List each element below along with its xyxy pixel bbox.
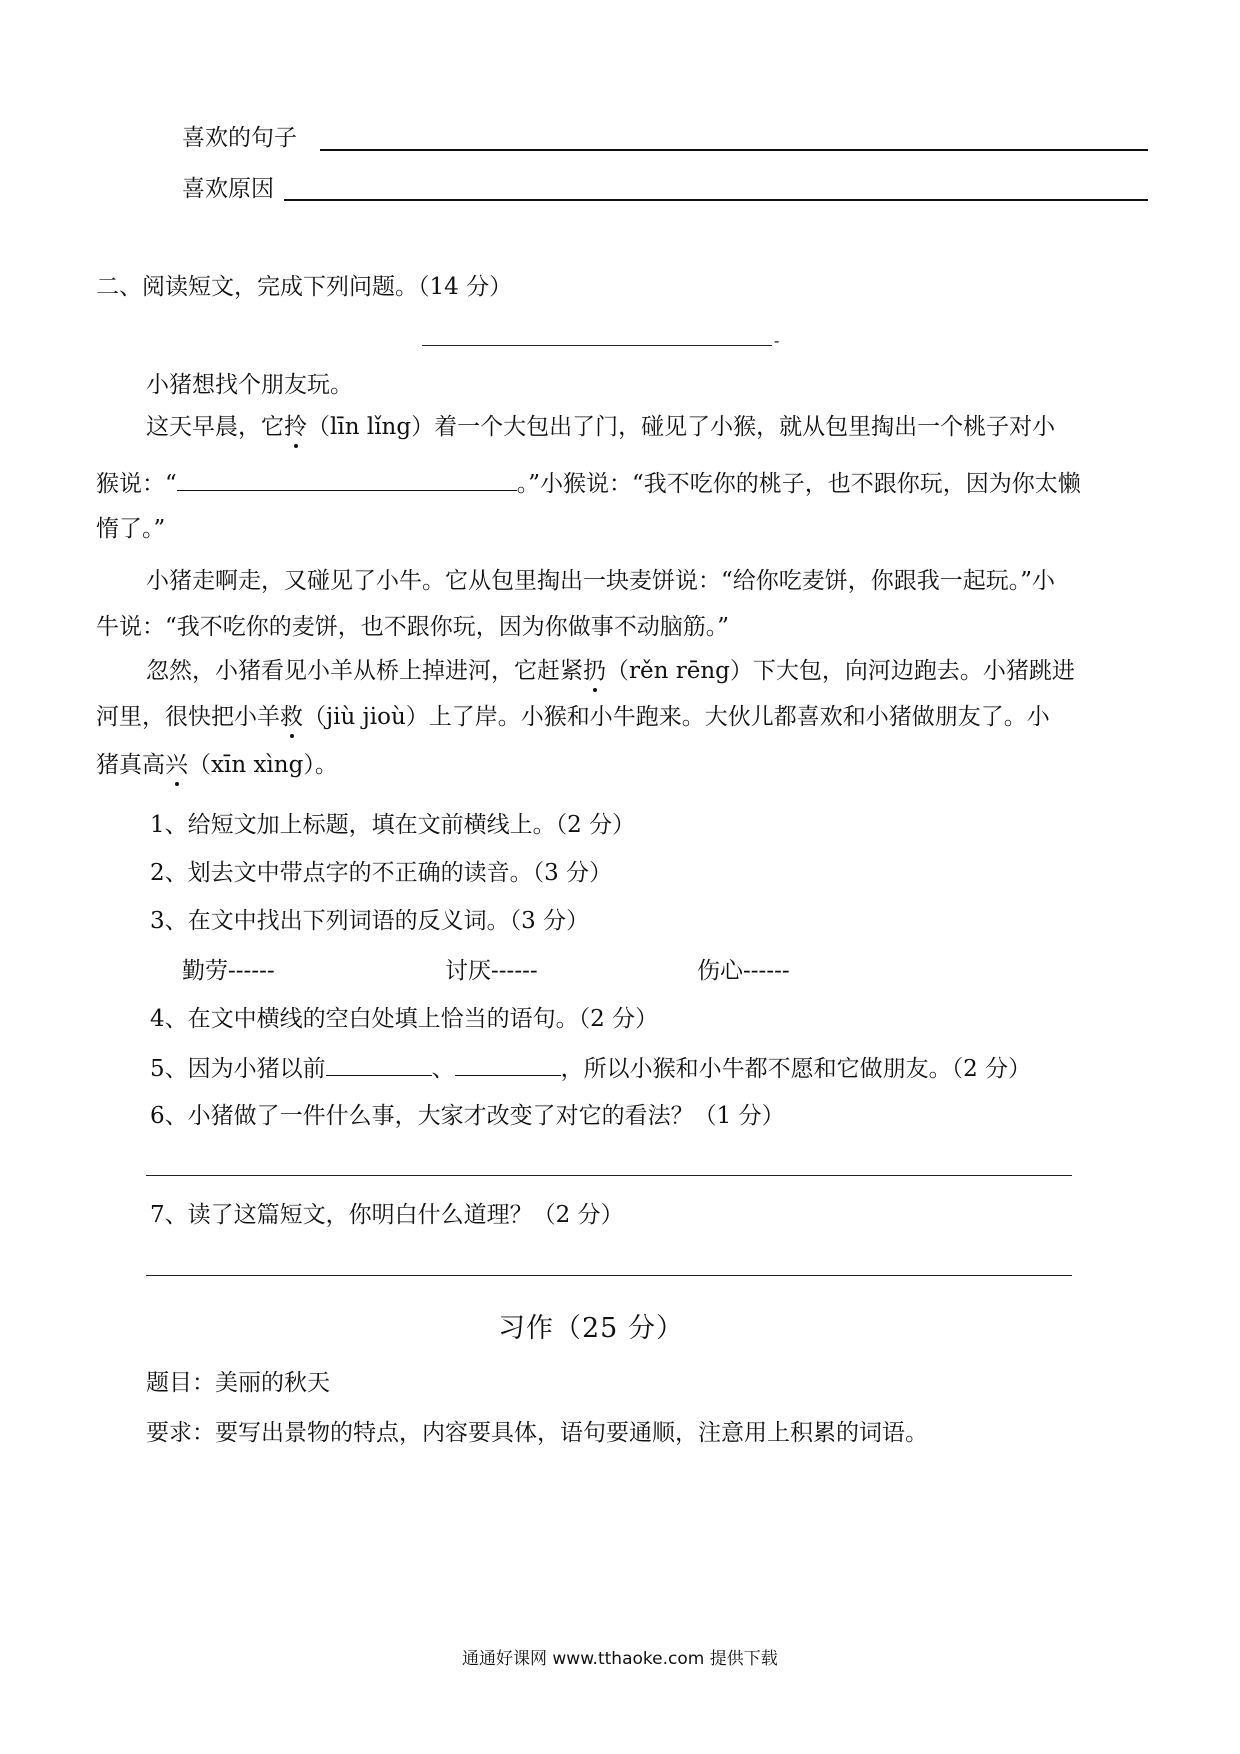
dotted-char: 救 (280, 704, 303, 730)
passage-line-8 (96, 702, 1050, 732)
favorite-sentence-answer-line[interactable] (320, 149, 1148, 151)
question-5 (150, 1053, 1031, 1084)
passage-paragraph-1: 小猪想找个朋友玩。 (146, 372, 353, 398)
q6-answer-line[interactable] (146, 1175, 1072, 1176)
passage-text: （jiù jioù）上了岸。小猴和小牛跑来。大伙儿都喜欢和小猪做朋友了。小 (303, 704, 1050, 730)
question-7: 7、读了这篇短文，你明白什么道理？（2 分） (150, 1202, 624, 1228)
passage-text: 忽然，小猪看见小羊从桥上掉进河，它赶紧 (146, 658, 583, 684)
dotted-char: 扔 (583, 658, 606, 684)
favorite-reason-answer-line[interactable] (284, 199, 1148, 201)
dialogue-blank[interactable] (177, 468, 517, 491)
question-text: 5、因为小猪以前 (150, 1056, 326, 1082)
passage-line-5: 小猪走啊走，又碰见了小牛。它从包里掏出一块麦饼说：“给你吃麦饼，你跟我一起玩。”小 (146, 568, 1056, 594)
question-text: 、 (431, 1056, 455, 1082)
composition-heading: 习作（25 分） (498, 1313, 684, 1344)
passage-text: 河里，很快把小羊 (96, 704, 280, 730)
antonym-word-3: 伤心------ (697, 958, 790, 984)
passage-title-blank[interactable] (422, 345, 772, 346)
passage-line-6: 牛说：“我不吃你的麦饼，也不跟你玩，因为你做事不动脑筋。” (96, 614, 730, 640)
q5-blank-1[interactable] (326, 1053, 432, 1076)
antonym-word-1: 勤劳------ (182, 958, 275, 984)
composition-topic: 题目：美丽的秋天 (146, 1370, 330, 1396)
passage-text: （līn lǐng）着一个大包出了门，碰见了小猴，就从包里掏出一个桃子对小 (307, 414, 1056, 440)
passage-line-7 (146, 656, 1075, 686)
question-6: 6、小猪做了一件什么事，大家才改变了对它的看法？（1 分） (150, 1103, 785, 1129)
favorite-sentence-label: 喜欢的句子 (182, 125, 297, 151)
passage-text: 猴说：“ (96, 471, 177, 497)
passage-line-3 (96, 468, 1081, 499)
section-2-heading: 二、阅读短文，完成下列问题。（14 分） (96, 274, 513, 300)
passage-text: （rěn rēng）下大包，向河边跑去。小猪跳进 (606, 658, 1075, 684)
question-2: 2、划去文中带点字的不正确的读音。（3 分） (150, 860, 613, 886)
q7-answer-line[interactable] (146, 1275, 1072, 1276)
question-4: 4、在文中横线的空白处填上恰当的语句。（2 分） (150, 1006, 659, 1032)
q5-blank-2[interactable] (455, 1053, 561, 1076)
title-blank-mark: - (774, 331, 780, 350)
antonym-word-2: 讨厌------ (445, 958, 538, 984)
passage-line-9 (96, 750, 338, 780)
question-3: 3、在文中找出下列词语的反义词。（3 分） (150, 908, 590, 934)
passage-text: 猪真高 (96, 752, 165, 778)
composition-requirement: 要求：要写出景物的特点，内容要具体，语句要通顺，注意用上积累的词语。 (146, 1420, 928, 1446)
passage-line-4: 惰了。” (96, 516, 166, 542)
passage-text: 这天早晨，它 (146, 414, 284, 440)
passage-line-2 (146, 412, 1055, 442)
question-text: ，所以小猴和小牛都不愿和它做朋友。（2 分） (560, 1056, 1032, 1082)
passage-text: 。”小猴说：“我不吃你的桃子，也不跟你玩，因为你太懒 (516, 471, 1081, 497)
dotted-char: 兴 (165, 752, 188, 778)
question-1: 1、给短文加上标题，填在文前横线上。（2 分） (150, 812, 636, 838)
dotted-char: 拎 (284, 414, 307, 440)
page-footer: 通通好课网 www.tthaoke.com 提供下载 (462, 1649, 778, 1669)
passage-text: （xīn xìng）。 (188, 752, 338, 778)
favorite-reason-label: 喜欢原因 (182, 176, 274, 202)
